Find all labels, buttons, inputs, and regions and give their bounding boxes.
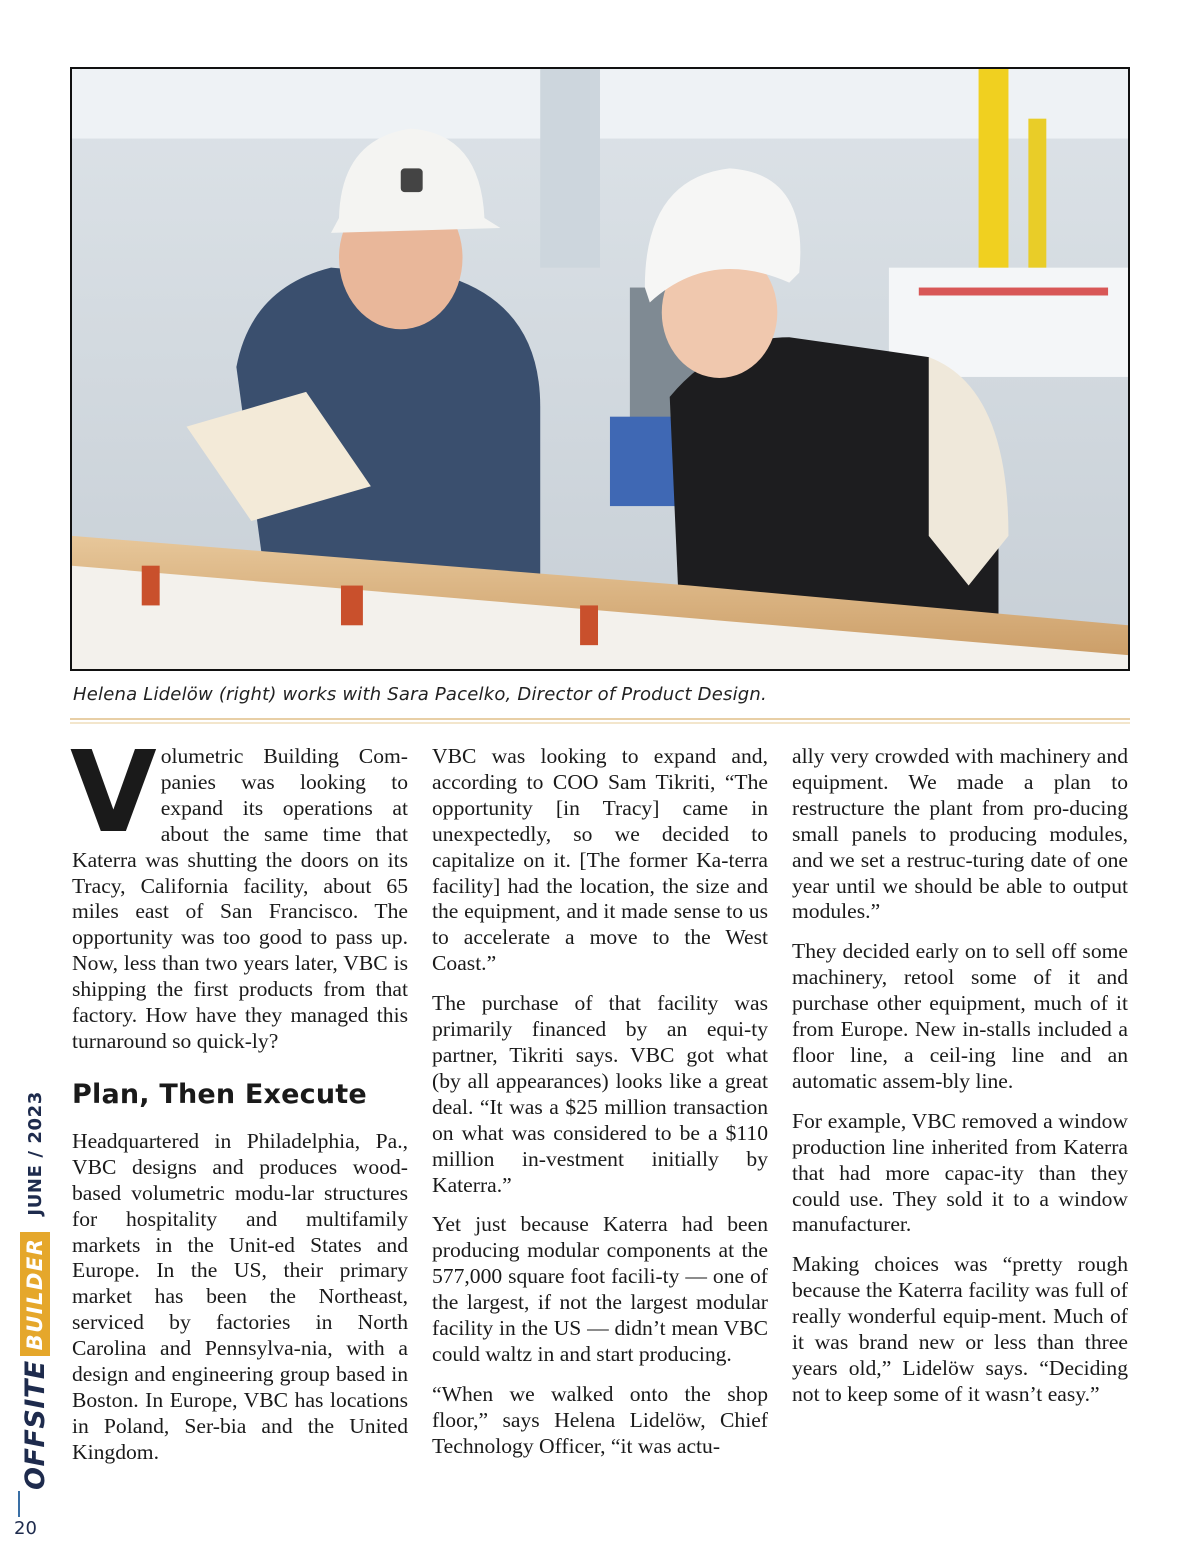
article-photo xyxy=(70,67,1130,671)
lead-text: olumetric Building Com-panies was looking to expand its operations at about the same time that Katerra was shutting the doors on its Tracy, California facility, about 65 miles east of San Francisco. The opportunity was too good to pass up. Now, less than two years later, VBC is shipping the first products from that factory. How have they managed this turnaround so quick-ly? xyxy=(72,744,408,1053)
paragraph: The purchase of that facility was primarily financed by an equi-ty partner, Tikriti says. VBC got what (by all appearances) looks like a great deal. “It was a $25 million transaction on what was considered to be a $110 million in-vestment initially by Katerra.” xyxy=(432,991,768,1197)
paragraph: Making choices was “pretty rough because the Katerra facility was full of really wonderful equip-ment. Much of it was brand new or less than three years old,” Lidelöw says. “Deciding not to keep some of it wasn’t easy.” xyxy=(792,1252,1128,1406)
paragraph: VBC was looking to expand and, according to COO Sam Tikriti, “The opportunity [in Tracy] came in unexpectedly, so we decided to capitalize on it. [The former Ka-terra facility] had the location, the size and the equipment, and it made sense to us to accelerate a move to the West Coast.” xyxy=(432,744,768,976)
paragraph: Headquartered in Philadelphia, Pa., VBC designs and produces wood-based volumetric modu-lar structures for hospitality and multifamily markets in the Unit-ed States and Europe. In the US, their primary market has been the Northeast, serviced by factories in North Carolina and Pennsylva-nia, with a design and engineering group based in Boston. In Europe, VBC has locations in Poland, Ser-bia and the United Kingdom. xyxy=(72,1128,408,1464)
section-heading: Plan, Then Execute xyxy=(72,1078,367,1110)
paragraph: “When we walked onto the shop floor,” says Helena Lidelöw, Chief Technology Officer, “it was actu- xyxy=(432,1381,768,1458)
paragraph: They decided early on to sell off some machinery, retool some of it and purchase other equipment, much of it from Europe. New in-stalls included a floor line, a ceil-ing line and an automatic assem-bly line. xyxy=(792,939,1128,1093)
article-column-2 xyxy=(432,744,768,1474)
publication-name-builder: BUILDER xyxy=(20,1232,50,1357)
paragraph: ally very crowded with machinery and equipment. We made a plan to restructure the plant from pro-ducing small panels to producing modules, and we set a restruc-turing date of one year until we should be able to output modules.” xyxy=(792,744,1128,924)
photo-caption: Helena Lidelöw (right) works with Sara Pacelko, Director of Product Design. xyxy=(73,684,767,705)
photo-workers-hardhats xyxy=(72,69,1128,669)
article-column-1 xyxy=(70,728,408,1480)
article-column-3 xyxy=(792,744,1128,1422)
tag-divider xyxy=(18,1491,20,1517)
lead-paragraph xyxy=(70,728,408,1055)
issue-date: JUNE / 2023 xyxy=(24,1091,46,1216)
drop-cap: V xyxy=(70,728,153,858)
paragraph: For example, VBC removed a window production line inherited from Katerra that had more capac-ity than they could use. They sold it to a window manufacturer. xyxy=(792,1108,1128,1237)
page-number: 20 xyxy=(14,1518,37,1539)
paragraph: Yet just because Katerra had been producing modular components at the 577,000 square foot facili-ty — one of the largest, if not the largest modular facility in the US — didn’t mean VBC could waltz in and start producing. xyxy=(432,1212,768,1366)
caption-divider xyxy=(70,718,1130,724)
publication-tag xyxy=(14,1091,56,1490)
publication-name-offsite: OFFSITE xyxy=(19,1360,51,1490)
